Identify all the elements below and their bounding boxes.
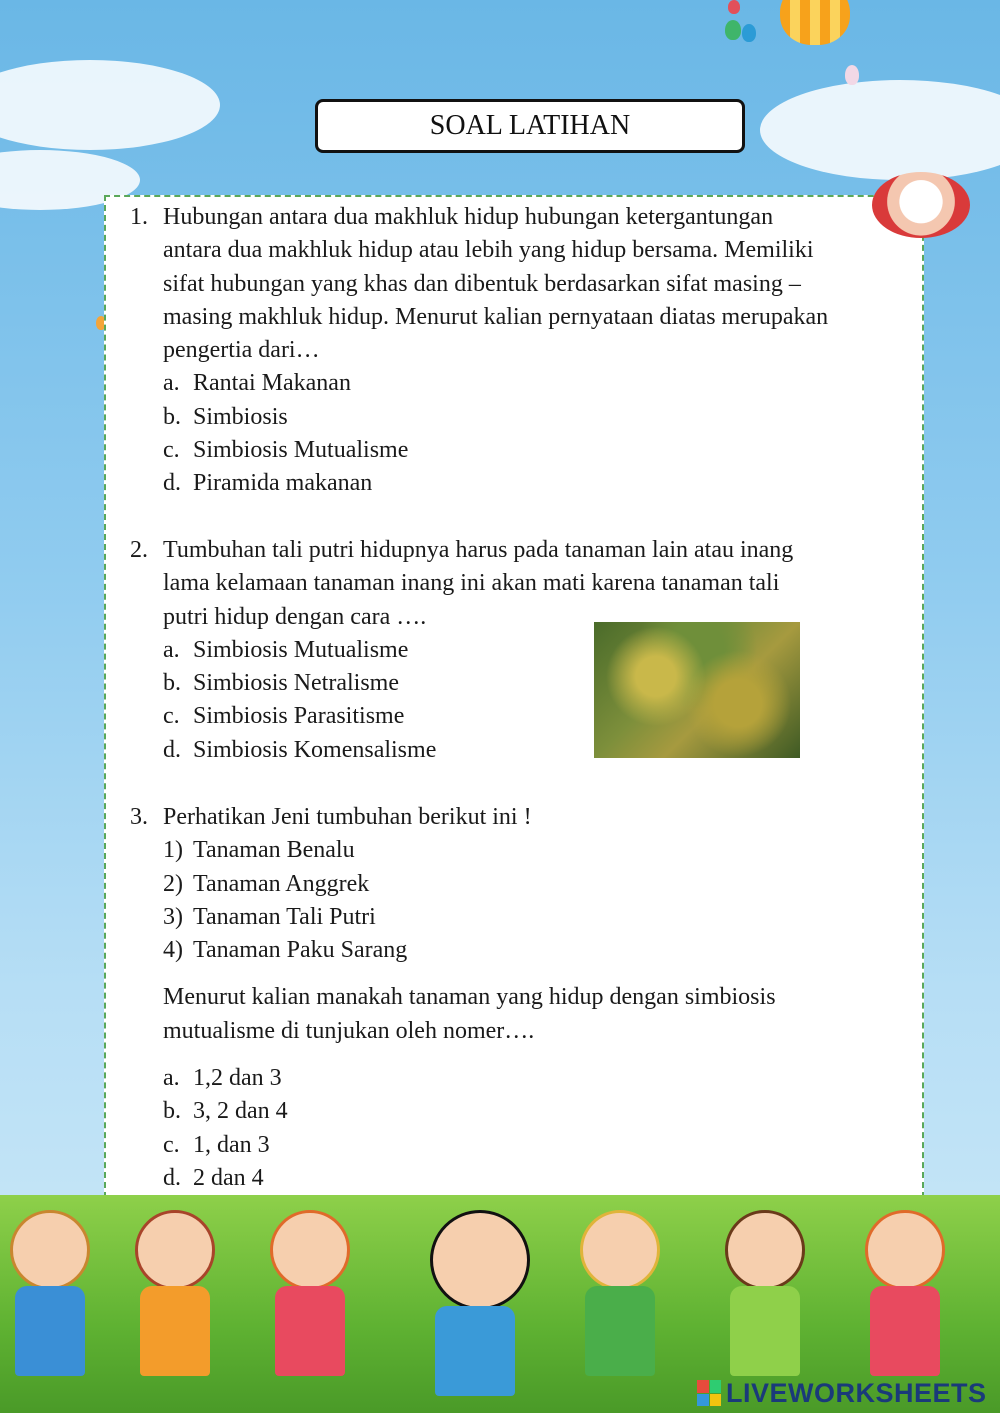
- question-1: [130, 201, 910, 501]
- liveworksheets-logo-icon: [697, 1380, 721, 1406]
- option-text: 1, dan 3: [193, 1131, 270, 1158]
- kid-illustration: [10, 1210, 90, 1376]
- option-label: c.: [163, 437, 180, 464]
- option-label: b.: [163, 670, 181, 697]
- list-item: [163, 901, 910, 934]
- item-label: 4): [163, 937, 183, 964]
- question-text-line: lama kelamaan tanaman inang ini akan mati karena tanaman tali: [163, 570, 780, 597]
- balloon-icon: [728, 0, 740, 14]
- question-number: 1.: [130, 204, 148, 230]
- option-text: 2 dan 4: [193, 1164, 264, 1191]
- question-prompt-line: Menurut kalian manakah tanaman yang hidup dengan simbiosis: [163, 984, 776, 1011]
- kid-illustration: [270, 1210, 350, 1376]
- list-item: [163, 934, 910, 967]
- cloud-decoration: [0, 60, 220, 150]
- option-text: Simbiosis Parasitisme: [193, 703, 405, 730]
- balloon-icon: [725, 20, 741, 40]
- question-number: 2.: [130, 537, 148, 563]
- option-text: Simbiosis Komensalisme: [193, 736, 437, 763]
- question-number: 3.: [130, 804, 148, 830]
- option-label: a.: [163, 370, 180, 397]
- option-label: c.: [163, 703, 180, 730]
- option-label: b.: [163, 403, 181, 430]
- option-label: d.: [163, 470, 181, 497]
- answer-option-c[interactable]: [163, 1129, 910, 1162]
- balloon-icon: [742, 24, 756, 42]
- option-label: a.: [163, 636, 180, 663]
- kid-illustration: [430, 1210, 530, 1396]
- option-label: d.: [163, 1164, 181, 1191]
- cloud-decoration: [760, 80, 1000, 180]
- balloon-icon: [845, 65, 859, 85]
- hot-air-balloon-icon: [780, 0, 850, 45]
- option-text: Simbiosis Netralisme: [193, 670, 399, 697]
- option-text: 1,2 dan 3: [193, 1065, 282, 1092]
- question-text-line: Perhatikan Jeni tumbuhan berikut ini !: [163, 804, 532, 830]
- item-text: Tanaman Paku Sarang: [193, 937, 408, 964]
- kid-illustration: [865, 1210, 945, 1376]
- question-text-line: Tumbuhan tali putri hidupnya harus pada tanaman lain atau inang: [163, 537, 794, 563]
- option-text: Simbiosis Mutualisme: [193, 636, 409, 663]
- answer-option-a[interactable]: [163, 1062, 910, 1095]
- list-item: [163, 834, 910, 867]
- answer-option-b[interactable]: [163, 401, 910, 434]
- kid-illustration: [725, 1210, 805, 1376]
- item-text: Tanaman Benalu: [193, 837, 355, 864]
- kid-illustration: [580, 1210, 660, 1376]
- question-text-line: antara dua makhluk hidup atau lebih yang hidup bersama. Memiliki: [163, 237, 814, 264]
- item-label: 2): [163, 870, 183, 897]
- answer-option-d[interactable]: [163, 1162, 910, 1195]
- page-title: SOAL LATIHAN: [315, 99, 745, 153]
- question-text-line: Hubungan antara dua makhluk hidup hubungan ketergantungan: [163, 204, 774, 230]
- option-text: Simbiosis Mutualisme: [193, 437, 409, 464]
- item-label: 3): [163, 903, 183, 930]
- item-label: 1): [163, 837, 183, 864]
- option-text: Rantai Makanan: [193, 370, 351, 397]
- option-label: b.: [163, 1098, 181, 1125]
- question-text-line: putri hidup dengan cara ….: [163, 603, 427, 630]
- kid-illustration: [135, 1210, 215, 1376]
- question-text-line: sifat hubungan yang khas dan dibentuk berdasarkan sifat masing –: [163, 270, 801, 297]
- question-text-line: masing makhluk hidup. Menurut kalian pernyataan diatas merupakan: [163, 303, 829, 330]
- answer-option-b[interactable]: [163, 1095, 910, 1128]
- question-prompt-line: mutualisme di tunjukan oleh nomer….: [163, 1017, 535, 1044]
- option-label: c.: [163, 1131, 180, 1158]
- option-label: a.: [163, 1065, 180, 1092]
- answer-option-a[interactable]: [163, 367, 910, 400]
- list-item: [163, 868, 910, 901]
- option-text: Simbiosis: [193, 403, 288, 430]
- answer-option-d[interactable]: [163, 467, 910, 500]
- item-text: Tanaman Anggrek: [193, 870, 370, 897]
- option-label: d.: [163, 736, 181, 763]
- question-text-line: pengertia dari…: [163, 337, 320, 364]
- option-text: Piramida makanan: [193, 470, 373, 497]
- question-3: [130, 801, 910, 1195]
- dodder-plant-image: [594, 622, 800, 758]
- answer-option-c[interactable]: [163, 434, 910, 467]
- watermark: LIVEWORKSHEETS: [726, 1378, 987, 1408]
- item-text: Tanaman Tali Putri: [193, 903, 376, 930]
- option-text: 3, 2 dan 4: [193, 1098, 288, 1125]
